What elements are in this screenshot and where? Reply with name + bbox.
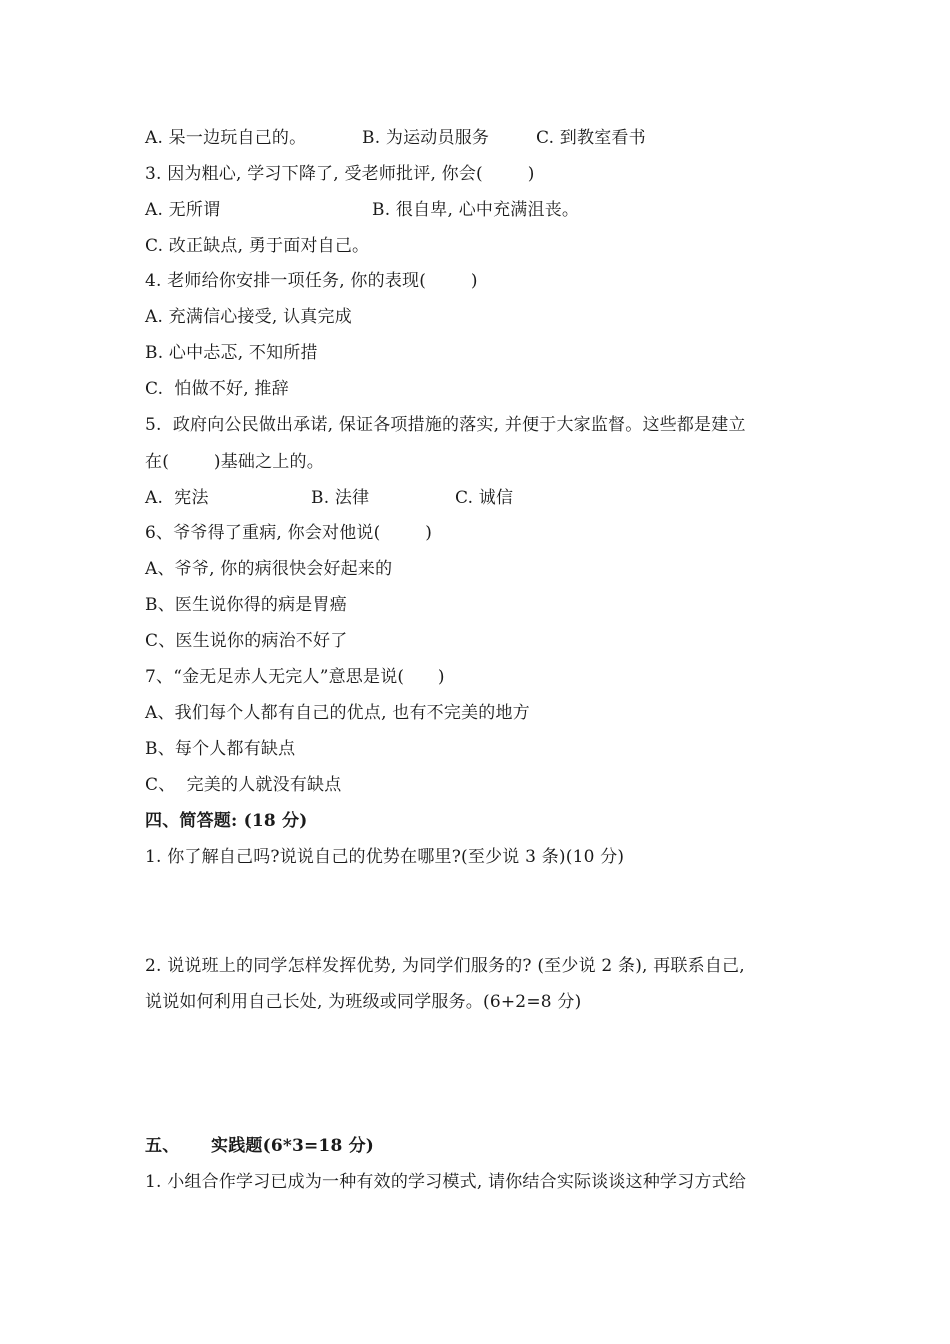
q7-option-b: B、每个人都有缺点 bbox=[145, 739, 296, 759]
q6-option-b: B、医生说你得的病是胃癌 bbox=[145, 595, 347, 615]
q4-option-a: A. 充满信心接受, 认真完成 bbox=[145, 307, 352, 327]
section5-heading-row bbox=[145, 1134, 545, 1158]
q3-option-b: B. 很自卑, 心中充满沮丧。 bbox=[372, 200, 580, 220]
q6-option-a: A、爷爷, 你的病很快会好起来的 bbox=[145, 559, 393, 579]
q4-option-b: B. 心中忐忑, 不知所措 bbox=[145, 343, 318, 363]
q6-option-c: C、医生说你的病治不好了 bbox=[145, 631, 348, 651]
q3-option-c: C. 改正缺点, 勇于面对自己。 bbox=[145, 236, 370, 256]
q5-option-c: C. 诚信 bbox=[455, 488, 514, 508]
q7-option-a: A、我们每个人都有自己的优点, 也有不完美的地方 bbox=[145, 703, 530, 723]
q3-option-a: A. 无所谓 bbox=[145, 200, 221, 220]
q3-stem: 3. 因为粗心, 学习下降了, 受老师批评, 你会( ) bbox=[145, 164, 535, 184]
q5-stem-line2: 在( )基础之上的。 bbox=[145, 452, 324, 472]
section4-question-1: 1. 你了解自己吗?说说自己的优势在哪里?(至少说 3 条)(10 分) bbox=[145, 847, 625, 867]
section4-question-2-line2: 说说如何利用自己长处, 为班级或同学服务。(6+2=8 分) bbox=[145, 992, 582, 1012]
q2-option-c: C. 到教室看书 bbox=[536, 128, 646, 148]
q2-options-row bbox=[145, 126, 845, 150]
section5-number: 五、 bbox=[145, 1136, 180, 1156]
section4-heading: 四、简答题: (18 分) bbox=[145, 811, 308, 831]
section5-question-1: 1. 小组合作学习已成为一种有效的学习模式, 请你结合实际谈谈这种学习方式给 bbox=[145, 1172, 747, 1192]
q2-option-a: A. 呆一边玩自己的。 bbox=[145, 128, 307, 148]
q4-stem: 4. 老师给你安排一项任务, 你的表现( ) bbox=[145, 271, 478, 291]
q6-stem: 6、爷爷得了重病, 你会对他说( ) bbox=[145, 523, 433, 543]
q2-option-b: B. 为运动员服务 bbox=[362, 128, 490, 148]
q5-options-row bbox=[145, 486, 845, 510]
q7-option-c: C、 完美的人就没有缺点 bbox=[145, 775, 342, 795]
q5-option-a: A. 宪法 bbox=[145, 488, 209, 508]
section4-question-2-line1: 2. 说说班上的同学怎样发挥优势, 为同学们服务的? (至少说 2 条), 再联系自己, bbox=[145, 956, 745, 976]
section5-heading: 实践题(6*3=18 分) bbox=[211, 1136, 375, 1156]
q5-stem-line1: 5. 政府向公民做出承诺, 保证各项措施的落实, 并便于大家监督。这些都是建立 bbox=[145, 415, 746, 435]
q5-option-b: B. 法律 bbox=[311, 488, 370, 508]
q4-option-c: C. 怕做不好, 推辞 bbox=[145, 379, 289, 399]
q7-stem: 7、“金无足赤人无完人”意思是说( ) bbox=[145, 667, 445, 687]
q3-options-row bbox=[145, 198, 845, 222]
